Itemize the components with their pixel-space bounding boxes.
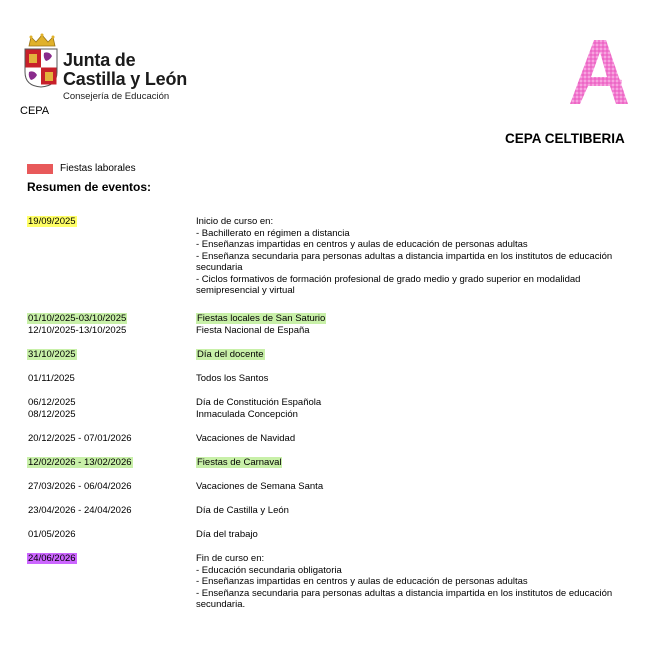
- event-description-line: - Enseñanza secundaria para personas adultas a distancia impartida en los institutos de educación: [196, 587, 613, 599]
- event-description-row: [196, 349, 646, 361]
- event-date: [27, 313, 127, 325]
- event-date: [27, 505, 133, 517]
- event-description-line: Vacaciones de Semana Santa: [196, 481, 324, 492]
- school-logo-icon: [560, 36, 634, 110]
- event-description-line: Fin de curso en:: [196, 553, 265, 564]
- event-date-text: 27/03/2026 - 06/04/2026: [28, 481, 132, 492]
- event-date-text: 01/05/2026: [28, 529, 76, 540]
- event-date-text: 24/06/2026: [28, 553, 76, 564]
- event-date-text: 31/10/2025: [28, 349, 76, 360]
- event-description-line: Día de Castilla y León: [196, 505, 289, 516]
- event-description-line: - Ciclos formativos de formación profesional de grado medio y grado superior en modalidad: [196, 273, 581, 285]
- event-description: [196, 313, 646, 325]
- event-description: [196, 349, 646, 361]
- event-date: [27, 457, 133, 469]
- event-description-line: - Enseñanzas impartidas en centros y aulas de educación de personas adultas: [196, 239, 528, 250]
- event-date: [27, 397, 77, 409]
- event-description: [196, 216, 646, 297]
- event-date: [27, 373, 76, 385]
- event-description: [196, 433, 646, 445]
- brand-title: [63, 51, 187, 89]
- event-date-text: 01/11/2025: [28, 373, 75, 384]
- event-description: [196, 553, 646, 611]
- legend-label: Fiestas laborales: [60, 163, 136, 174]
- event-description: [196, 397, 646, 409]
- event-description-line: Inicio de curso en:: [196, 216, 274, 227]
- cepa-label: CEPA: [20, 105, 50, 117]
- event-description-line: Día de Constitución Española: [196, 397, 322, 408]
- event-description: [196, 409, 646, 421]
- event-description-row: [196, 313, 646, 325]
- brand-line-1: Junta de: [63, 50, 136, 70]
- event-date-text: 19/09/2025: [28, 216, 76, 227]
- coat-of-arms-icon: [24, 48, 58, 88]
- event-date-text: 12/10/2025-13/10/2025: [28, 325, 127, 336]
- event-date-text: 23/04/2026 - 24/04/2026: [28, 505, 132, 516]
- event-description-line: Inmaculada Concepción: [196, 409, 298, 420]
- event-description-line: - Bachillerato en régimen a distancia: [196, 227, 350, 239]
- event-description: [196, 373, 646, 385]
- event-date: [27, 216, 77, 228]
- school-name: CEPA CELTIBERIA: [505, 131, 625, 146]
- event-description-line: - Enseñanzas impartidas en centros y aulas de educación de personas adultas: [196, 576, 528, 587]
- legend-swatch-holidays: [27, 164, 53, 174]
- event-description-line: Fiesta Nacional de España: [196, 325, 310, 336]
- event-description: [196, 325, 646, 337]
- event-date-text: 06/12/2025: [28, 397, 76, 408]
- event-description-line: Fiestas locales de San Saturio: [197, 313, 326, 324]
- event-description-row: [196, 457, 646, 469]
- event-description-line: secundaria: [196, 262, 243, 273]
- event-date: [27, 349, 77, 361]
- event-description: [196, 529, 646, 541]
- event-date: [27, 433, 133, 445]
- event-description-line: - Educación secundaria obligatoria: [196, 564, 342, 576]
- event-date: [27, 325, 127, 337]
- event-date: [27, 481, 133, 493]
- event-description: [196, 505, 646, 517]
- brand-subtitle: Consejería de Educación: [63, 91, 170, 102]
- event-date: [27, 529, 77, 541]
- crown-icon: [27, 33, 57, 47]
- event-description-line: Todos los Santos: [196, 373, 269, 384]
- summary-title: Resumen de eventos:: [27, 180, 152, 194]
- event-description-line: Fiestas de Carnaval: [197, 457, 282, 468]
- event-description-line: secundaria.: [196, 599, 246, 610]
- event-description-line: - Enseñanza secundaria para personas adultas a distancia impartida en los institutos de educación: [196, 250, 613, 262]
- event-description: [196, 481, 646, 493]
- event-description-line: Vacaciones de Navidad: [196, 433, 296, 444]
- event-description-line: semipresencial y virtual: [196, 285, 295, 296]
- event-date-text: 01/10/2025-03/10/2025: [28, 313, 127, 324]
- event-date: [27, 553, 77, 565]
- event-date-text: 12/02/2026 - 13/02/2026: [28, 457, 132, 468]
- brand-line-2: Castilla y León: [63, 69, 188, 89]
- event-description-line: Día del docente: [197, 349, 264, 360]
- event-description: [196, 457, 646, 469]
- event-date-text: 20/12/2025 - 07/01/2026: [28, 433, 132, 444]
- event-date: [27, 409, 77, 421]
- event-date-text: 08/12/2025: [28, 409, 76, 420]
- event-description-line: Día del trabajo: [196, 529, 258, 540]
